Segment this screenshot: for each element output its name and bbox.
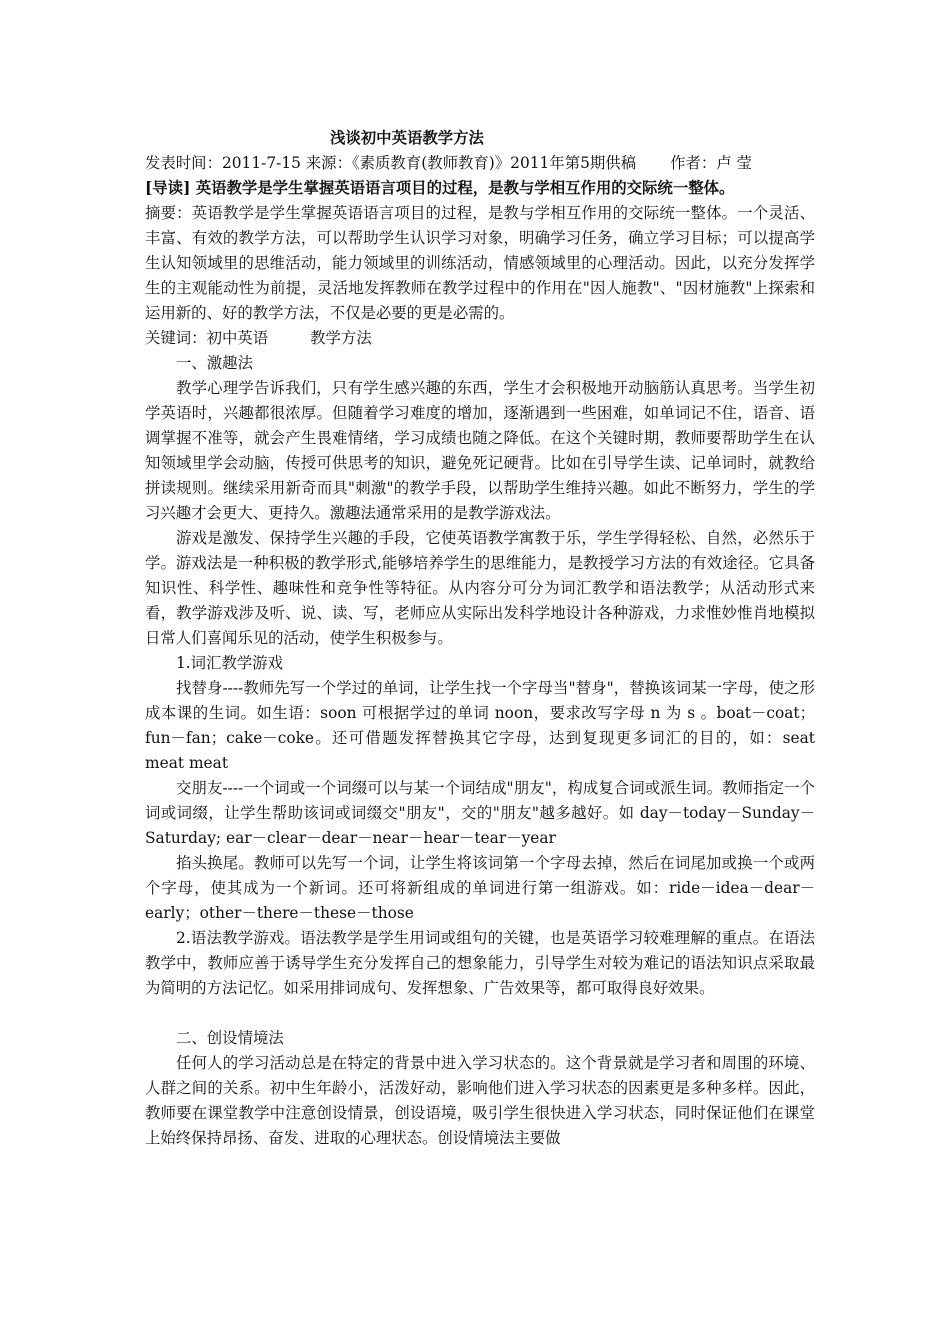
section-heading: 一、激趣法 (176, 354, 253, 372)
paragraph: 游戏是激发、保持学生兴趣的手段，它使英语教学寓教于乐，学生学得轻松、自然，必然乐于学。游戏法是一种积极的教学形式,能够培养学生的思维能力，是教授学习方法的有效途径。它具备知识性、科学性、趣味性和竞争性等特征。从内容分可分为词汇教学和语法教学；从活动形式来看，教学游戏涉及听、说、读、写，老师应从实际出发科学地设计各种游戏，力求惟妙惟肖地模拟日常人们喜闻乐见的活动，使学生积极参与。 (145, 529, 815, 647)
keywords-label: 关键词：初中英语 (145, 329, 269, 347)
publish-info: 发表时间：2011-7-15 来源：《素质教育(教师教育)》2011年第5期供稿 (145, 154, 637, 172)
document-page (145, 126, 815, 1151)
keywords (145, 326, 815, 351)
lead-summary: [导读] 英语教学是学生掌握英语语言项目的过程，是教与学相互作用的交际统一整体。 (145, 179, 735, 197)
article-title: 浅谈初中英语教学方法 (330, 129, 484, 147)
article-meta (145, 151, 815, 176)
paragraph: 2.语法教学游戏。语法教学是学生用词或组句的关键，也是英语学习较难理解的重点。在语法教学中，教师应善于诱导学生充分发挥自己的想象能力，引导学生对较为难记的语法知识点采取最为简明的方法记忆。如采用排词成句、发挥想象、广告效果等，都可取得良好效果。 (145, 929, 815, 997)
paragraph: 交朋友----一个词或一个词缀可以与某一个词结成"朋友"，构成复合词或派生词。教师指定一个词或词缀，让学生帮助该词或词缀交"朋友"，交的"朋友"越多越好。如 day－today－Sunday－Saturday; ear－clear－dear－near－hear－tear－year (145, 779, 815, 847)
paragraph: 找替身----教师先写一个学过的单词，让学生找一个字母当"替身"，替换该词某一字母，使之形成本课的生词。如生语：soon 可根据学过的单词 noon，要求改写字母 n 为 s 。boat－coat；fun－fan；cake－coke。还可借题发挥替换其它字母，达到复现更多词汇的目的，如：seat meat meat (145, 679, 815, 772)
paragraph: 任何人的学习活动总是在特定的背景中进入学习状态的。这个背景就是学习者和周围的环境、人群之间的关系。初中生年龄小，活泼好动，影响他们进入学习状态的因素更是多种多样。因此，教师要在课堂教学中注意创设情景，创设语境，吸引学生很快进入学习状态，同时保证他们在课堂上始终保持昂扬、奋发、进取的心理状态。创设情境法主要做 (145, 1054, 815, 1147)
abstract: 摘要：英语教学是学生掌握英语语言项目的过程，是教与学相互作用的交际统一整体。一个灵活、丰富、有效的教学方法，可以帮助学生认识学习对象，明确学习任务，确立学习目标；可以提高学生认知领域里的思维活动，能力领域里的训练活动，情感领域里的心理活动。因此，以充分发挥学生的主观能动性为前提，灵活地发挥教师在教学过程中的作用在"因人施教"、"因材施教"上探索和运用新的、好的教学方法，不仅是必要的更是必需的。 (145, 204, 815, 322)
author: 作者：卢 莹 (670, 154, 752, 172)
paragraph: 教学心理学告诉我们，只有学生感兴趣的东西，学生才会积极地开动脑筋认真思考。当学生初学英语时，兴趣都很浓厚。但随着学习难度的增加，逐渐遇到一些困难，如单词记不住，语音、语调掌握不准等，就会产生畏难情绪，学习成绩也随之降低。在这个关键时期，教师要帮助学生在认知领域里学会动脑，传授可供思考的知识，避免死记硬背。比如在引导学生读、记单词时，就教给拼读规则。继续采用新奇而具"刺激"的教学手段，以帮助学生维持兴趣。如此不断努力，学生的学习兴趣才会更大、更持久。激趣法通常采用的是教学游戏法。 (145, 379, 815, 522)
subheading: 1.词汇教学游戏 (176, 654, 284, 672)
blank-line (145, 1001, 815, 1026)
paragraph: 掐头换尾。教师可以先写一个词，让学生将该词第一个字母去掉，然后在词尾加或换一个或两个字母，使其成为一个新词。还可将新组成的单词进行第一组游戏。如：ride－idea－dear－ early；other－there－these－those (145, 854, 815, 922)
keyword-second: 教学方法 (310, 329, 372, 347)
section-heading: 二、创设情境法 (176, 1029, 284, 1047)
